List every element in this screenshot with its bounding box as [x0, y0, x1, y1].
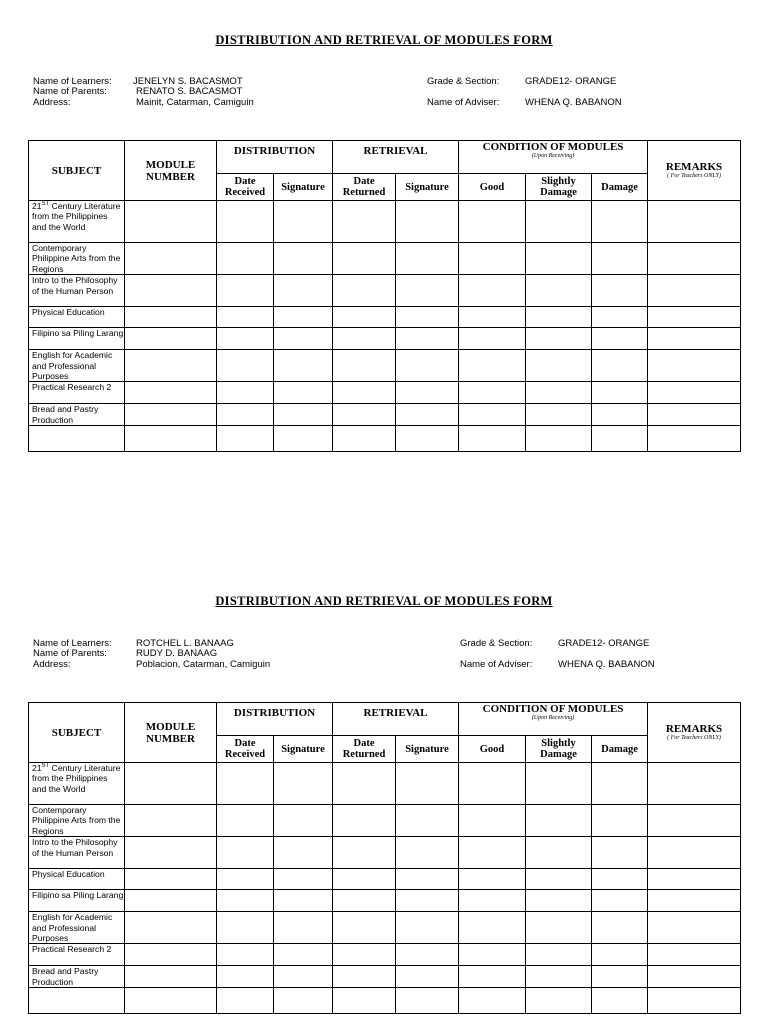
blank-cell[interactable] [526, 805, 592, 837]
blank-cell[interactable] [333, 426, 396, 452]
blank-cell[interactable] [592, 404, 648, 426]
blank-cell[interactable] [459, 201, 526, 243]
table-row [29, 944, 741, 966]
module-number-header: MODULE NUMBER [125, 141, 217, 201]
retrieval-header: RETRIEVAL [333, 141, 459, 174]
signature-header: Signature [396, 174, 459, 201]
table-row [29, 988, 741, 1014]
parent-name: RENATO S. BACASMOT [136, 86, 243, 97]
blank-cell[interactable] [217, 328, 274, 350]
blank-cell[interactable] [459, 805, 526, 837]
blank-cell[interactable] [459, 912, 526, 944]
blank-cell[interactable] [396, 404, 459, 426]
date-returned-header: Date Returned [333, 174, 396, 201]
table-row [29, 869, 741, 890]
table-row [29, 404, 741, 426]
address-label: Address: [33, 97, 71, 108]
blank-cell[interactable] [217, 426, 274, 452]
subject-cell [29, 988, 125, 1014]
blank-cell[interactable] [648, 350, 741, 382]
blank-cell[interactable] [648, 404, 741, 426]
blank-cell[interactable] [396, 382, 459, 404]
slightly-damage-header: Slightly Damage [526, 174, 592, 201]
blank-cell[interactable] [592, 890, 648, 912]
blank-cell[interactable] [333, 275, 396, 307]
blank-cell[interactable] [274, 404, 333, 426]
table-row [29, 426, 741, 452]
blank-cell[interactable] [592, 382, 648, 404]
subject-cell [29, 243, 125, 275]
blank-cell[interactable] [396, 243, 459, 275]
blank-cell[interactable] [125, 837, 217, 869]
signature-header: Signature [274, 174, 333, 201]
learner-name: ROTCHEL L. BANAAG [136, 638, 234, 649]
blank-cell[interactable] [592, 243, 648, 275]
retrieval-header: RETRIEVAL [333, 703, 459, 736]
blank-cell[interactable] [274, 944, 333, 966]
remarks-title: REMARKS [665, 723, 723, 735]
blank-cell[interactable] [526, 307, 592, 328]
table-row [29, 307, 741, 328]
distribution-header: DISTRIBUTION [217, 141, 333, 174]
blank-cell[interactable] [526, 837, 592, 869]
blank-cell[interactable] [274, 988, 333, 1014]
blank-cell[interactable] [274, 275, 333, 307]
condition-note: (Upon Receiving) [531, 715, 575, 721]
grade-label: Grade & Section: [427, 76, 500, 87]
blank-cell[interactable] [333, 201, 396, 243]
blank-cell[interactable] [459, 404, 526, 426]
subject-cell [29, 966, 125, 988]
address-label: Address: [33, 659, 71, 670]
blank-cell[interactable] [217, 382, 274, 404]
blank-cell[interactable] [648, 966, 741, 988]
blank-cell[interactable] [459, 890, 526, 912]
modules-table [28, 702, 741, 1014]
blank-cell[interactable] [333, 805, 396, 837]
blank-cell[interactable] [648, 426, 741, 452]
blank-cell[interactable] [396, 912, 459, 944]
blank-cell[interactable] [333, 944, 396, 966]
parent-label: Name of Parents: [33, 648, 107, 659]
remarks-note: ( For Teachers ONLY) [667, 173, 721, 179]
blank-cell[interactable] [125, 988, 217, 1014]
blank-cell[interactable] [396, 988, 459, 1014]
subject-cell [29, 912, 125, 944]
blank-cell[interactable] [592, 201, 648, 243]
subject-cell [29, 837, 125, 869]
subject-name: Contemporary Philippine Arts from the Regions [32, 805, 121, 836]
blank-cell[interactable] [217, 307, 274, 328]
blank-cell[interactable] [125, 890, 217, 912]
blank-cell[interactable] [459, 275, 526, 307]
condition-note: (Upon Receiving) [531, 153, 575, 159]
blank-cell[interactable] [459, 944, 526, 966]
condition-header [459, 703, 648, 736]
blank-cell[interactable] [648, 988, 741, 1014]
blank-cell[interactable] [459, 382, 526, 404]
blank-cell[interactable] [459, 426, 526, 452]
distribution-header: DISTRIBUTION [217, 703, 333, 736]
blank-cell[interactable] [125, 805, 217, 837]
blank-cell[interactable] [217, 275, 274, 307]
remarks-title: REMARKS [665, 161, 723, 173]
learner-label: Name of Learners: [33, 638, 112, 649]
blank-cell[interactable] [396, 763, 459, 805]
blank-cell[interactable] [526, 426, 592, 452]
adviser-value: WHENA Q. BABANON [558, 659, 655, 670]
blank-cell[interactable] [217, 763, 274, 805]
blank-cell[interactable] [217, 966, 274, 988]
remarks-header [648, 141, 741, 201]
parent-label: Name of Parents: [33, 86, 107, 97]
blank-cell[interactable] [274, 805, 333, 837]
subject-name: Bread and Pastry Production [32, 966, 99, 987]
blank-cell[interactable] [274, 763, 333, 805]
subject-name: English for Academic and Professional Purposes [32, 350, 113, 382]
modules-table [28, 140, 741, 452]
subject-cell [29, 382, 125, 404]
blank-cell[interactable] [592, 426, 648, 452]
blank-cell[interactable] [274, 243, 333, 275]
table-row [29, 350, 741, 382]
subject-name: Physical Education [32, 869, 105, 880]
blank-cell[interactable] [526, 404, 592, 426]
blank-cell[interactable] [526, 763, 592, 805]
blank-cell[interactable] [526, 944, 592, 966]
subject-cell [29, 275, 125, 307]
blank-cell[interactable] [526, 988, 592, 1014]
blank-cell[interactable] [648, 890, 741, 912]
grade-value: GRADE12- ORANGE [525, 76, 617, 87]
blank-cell[interactable] [125, 912, 217, 944]
subject-header: SUBJECT [29, 703, 125, 763]
subject-rows [29, 763, 741, 1014]
blank-cell[interactable] [396, 805, 459, 837]
blank-cell[interactable] [274, 201, 333, 243]
blank-cell[interactable] [526, 328, 592, 350]
blank-cell[interactable] [217, 201, 274, 243]
subject-cell [29, 307, 125, 328]
blank-cell[interactable] [125, 944, 217, 966]
blank-cell[interactable] [274, 426, 333, 452]
blank-cell[interactable] [396, 201, 459, 243]
blank-cell[interactable] [592, 869, 648, 890]
blank-cell[interactable] [333, 890, 396, 912]
blank-cell[interactable] [648, 307, 741, 328]
blank-cell[interactable] [217, 912, 274, 944]
blank-cell[interactable] [217, 988, 274, 1014]
subject-cell [29, 328, 125, 350]
blank-cell[interactable] [592, 912, 648, 944]
blank-cell[interactable] [648, 763, 741, 805]
table-row [29, 890, 741, 912]
blank-cell[interactable] [333, 837, 396, 869]
blank-cell[interactable] [333, 966, 396, 988]
blank-cell[interactable] [333, 382, 396, 404]
subject-cell [29, 869, 125, 890]
signature-header: Signature [396, 736, 459, 763]
blank-cell[interactable] [526, 869, 592, 890]
blank-cell[interactable] [125, 404, 217, 426]
subject-cell [29, 404, 125, 426]
table-row [29, 243, 741, 275]
signature-header: Signature [274, 736, 333, 763]
table-row [29, 763, 741, 805]
learner-label: Name of Learners: [33, 76, 112, 87]
blank-cell[interactable] [274, 966, 333, 988]
subject-cell [29, 201, 125, 243]
blank-cell[interactable] [592, 837, 648, 869]
blank-cell[interactable] [217, 837, 274, 869]
blank-cell[interactable] [592, 307, 648, 328]
subject-cell [29, 944, 125, 966]
table-row [29, 201, 741, 243]
subject-name: English for Academic and Professional Purposes [32, 912, 113, 944]
subject-ordinal: ST [41, 201, 50, 208]
condition-title: CONDITION OF MODULES [482, 141, 624, 153]
blank-cell[interactable] [274, 890, 333, 912]
blank-cell[interactable] [396, 350, 459, 382]
table-row [29, 328, 741, 350]
blank-cell[interactable] [274, 837, 333, 869]
blank-cell[interactable] [125, 350, 217, 382]
blank-cell[interactable] [217, 243, 274, 275]
blank-cell[interactable] [396, 944, 459, 966]
subject-cell [29, 426, 125, 452]
condition-title: CONDITION OF MODULES [482, 703, 624, 715]
blank-cell[interactable] [333, 350, 396, 382]
table-row [29, 275, 741, 307]
blank-cell[interactable] [459, 328, 526, 350]
blank-cell[interactable] [526, 350, 592, 382]
blank-cell[interactable] [333, 328, 396, 350]
blank-cell[interactable] [459, 763, 526, 805]
blank-cell[interactable] [396, 307, 459, 328]
blank-cell[interactable] [459, 988, 526, 1014]
blank-cell[interactable] [592, 966, 648, 988]
blank-cell[interactable] [333, 404, 396, 426]
blank-cell[interactable] [396, 426, 459, 452]
blank-cell[interactable] [648, 805, 741, 837]
subject-cell [29, 350, 125, 382]
blank-cell[interactable] [648, 328, 741, 350]
subject-rows [29, 201, 741, 452]
blank-cell[interactable] [526, 890, 592, 912]
address-value: Mainit, Catarman, Camiguin [136, 97, 254, 108]
subject-number: 21 [32, 763, 42, 773]
blank-cell[interactable] [274, 307, 333, 328]
blank-cell[interactable] [217, 350, 274, 382]
blank-cell[interactable] [274, 328, 333, 350]
parent-name: RUDY D. BANAAG [136, 648, 218, 659]
blank-cell[interactable] [459, 869, 526, 890]
form-title: DISTRIBUTION AND RETRIEVAL OF MODULES FORM [215, 33, 553, 47]
blank-cell[interactable] [526, 912, 592, 944]
subject-name: Contemporary Philippine Arts from the Regions [32, 243, 121, 274]
blank-cell[interactable] [592, 988, 648, 1014]
blank-cell[interactable] [459, 966, 526, 988]
date-received-header: Date Received [217, 174, 274, 201]
blank-cell[interactable] [274, 382, 333, 404]
blank-cell[interactable] [648, 201, 741, 243]
learner-name: JENELYN S. BACASMOT [133, 76, 243, 87]
condition-header [459, 141, 648, 174]
damage-header: Damage [592, 736, 648, 763]
grade-label: Grade & Section: [460, 638, 533, 649]
blank-cell[interactable] [333, 988, 396, 1014]
blank-cell[interactable] [396, 275, 459, 307]
subject-name: Practical Research 2 [32, 382, 112, 393]
blank-cell[interactable] [217, 404, 274, 426]
subject-name: Bread and Pastry Production [32, 404, 99, 425]
blank-cell[interactable] [125, 328, 217, 350]
blank-cell[interactable] [333, 763, 396, 805]
blank-cell[interactable] [125, 243, 217, 275]
blank-cell[interactable] [648, 837, 741, 869]
module-number-header: MODULE NUMBER [125, 703, 217, 763]
blank-cell[interactable] [125, 426, 217, 452]
blank-cell[interactable] [648, 243, 741, 275]
blank-cell[interactable] [526, 243, 592, 275]
blank-cell[interactable] [217, 890, 274, 912]
blank-cell[interactable] [526, 382, 592, 404]
blank-cell[interactable] [592, 328, 648, 350]
blank-cell[interactable] [648, 382, 741, 404]
blank-cell[interactable] [125, 275, 217, 307]
table-row [29, 966, 741, 988]
form-title: DISTRIBUTION AND RETRIEVAL OF MODULES FORM [215, 594, 553, 608]
blank-cell[interactable] [125, 869, 217, 890]
subject-name: Century Literature from the Philippines and the World [32, 763, 121, 794]
table-row [29, 805, 741, 837]
subject-name: Century Literature from the Philippines and the World [32, 201, 121, 232]
subject-name: Filipino sa Piling Larang [32, 890, 124, 901]
grade-value: GRADE12- ORANGE [558, 638, 650, 649]
date-received-header: Date Received [217, 736, 274, 763]
subject-cell [29, 890, 125, 912]
blank-cell[interactable] [396, 966, 459, 988]
remarks-header [648, 703, 741, 763]
subject-header: SUBJECT [29, 141, 125, 201]
blank-cell[interactable] [217, 805, 274, 837]
blank-cell[interactable] [459, 350, 526, 382]
table-row [29, 837, 741, 869]
subject-name: Filipino sa Piling Larang [32, 328, 124, 339]
subject-name: Physical Education [32, 307, 105, 318]
blank-cell[interactable] [125, 307, 217, 328]
subject-cell [29, 763, 125, 805]
blank-cell[interactable] [125, 966, 217, 988]
blank-cell[interactable] [459, 307, 526, 328]
blank-cell[interactable] [592, 763, 648, 805]
blank-cell[interactable] [526, 275, 592, 307]
blank-cell[interactable] [396, 890, 459, 912]
subject-number: 21 [32, 201, 42, 211]
blank-cell[interactable] [396, 328, 459, 350]
blank-cell[interactable] [217, 944, 274, 966]
blank-cell[interactable] [333, 912, 396, 944]
blank-cell[interactable] [592, 805, 648, 837]
good-header: Good [459, 736, 526, 763]
blank-cell[interactable] [526, 966, 592, 988]
damage-header: Damage [592, 174, 648, 201]
subject-name: Intro to the Philosophy of the Human Person [32, 837, 118, 858]
table-row [29, 912, 741, 944]
blank-cell[interactable] [333, 307, 396, 328]
blank-cell[interactable] [274, 350, 333, 382]
blank-cell[interactable] [648, 912, 741, 944]
table-row [29, 382, 741, 404]
subject-ordinal: ST [41, 763, 50, 770]
subject-cell [29, 805, 125, 837]
blank-cell[interactable] [333, 243, 396, 275]
blank-cell[interactable] [526, 201, 592, 243]
subject-name: Intro to the Philosophy of the Human Person [32, 275, 118, 296]
blank-cell[interactable] [125, 763, 217, 805]
slightly-damage-header: Slightly Damage [526, 736, 592, 763]
blank-cell[interactable] [592, 350, 648, 382]
good-header: Good [459, 174, 526, 201]
address-value: Poblacion, Catarman, Camiguin [136, 659, 271, 670]
subject-name: Practical Research 2 [32, 944, 112, 955]
blank-cell[interactable] [396, 837, 459, 869]
date-returned-header: Date Returned [333, 736, 396, 763]
blank-cell[interactable] [217, 869, 274, 890]
blank-cell[interactable] [396, 869, 459, 890]
blank-cell[interactable] [592, 275, 648, 307]
blank-cell[interactable] [648, 869, 741, 890]
blank-cell[interactable] [125, 382, 217, 404]
blank-cell[interactable] [592, 944, 648, 966]
adviser-label: Name of Adviser: [427, 97, 500, 108]
blank-cell[interactable] [648, 275, 741, 307]
blank-cell[interactable] [459, 243, 526, 275]
remarks-note: ( For Teachers ONLY) [667, 735, 721, 741]
adviser-label: Name of Adviser: [460, 659, 533, 670]
blank-cell[interactable] [274, 912, 333, 944]
adviser-value: WHENA Q. BABANON [525, 97, 622, 108]
blank-cell[interactable] [459, 837, 526, 869]
blank-cell[interactable] [648, 944, 741, 966]
blank-cell[interactable] [125, 201, 217, 243]
blank-cell[interactable] [333, 869, 396, 890]
blank-cell[interactable] [274, 869, 333, 890]
